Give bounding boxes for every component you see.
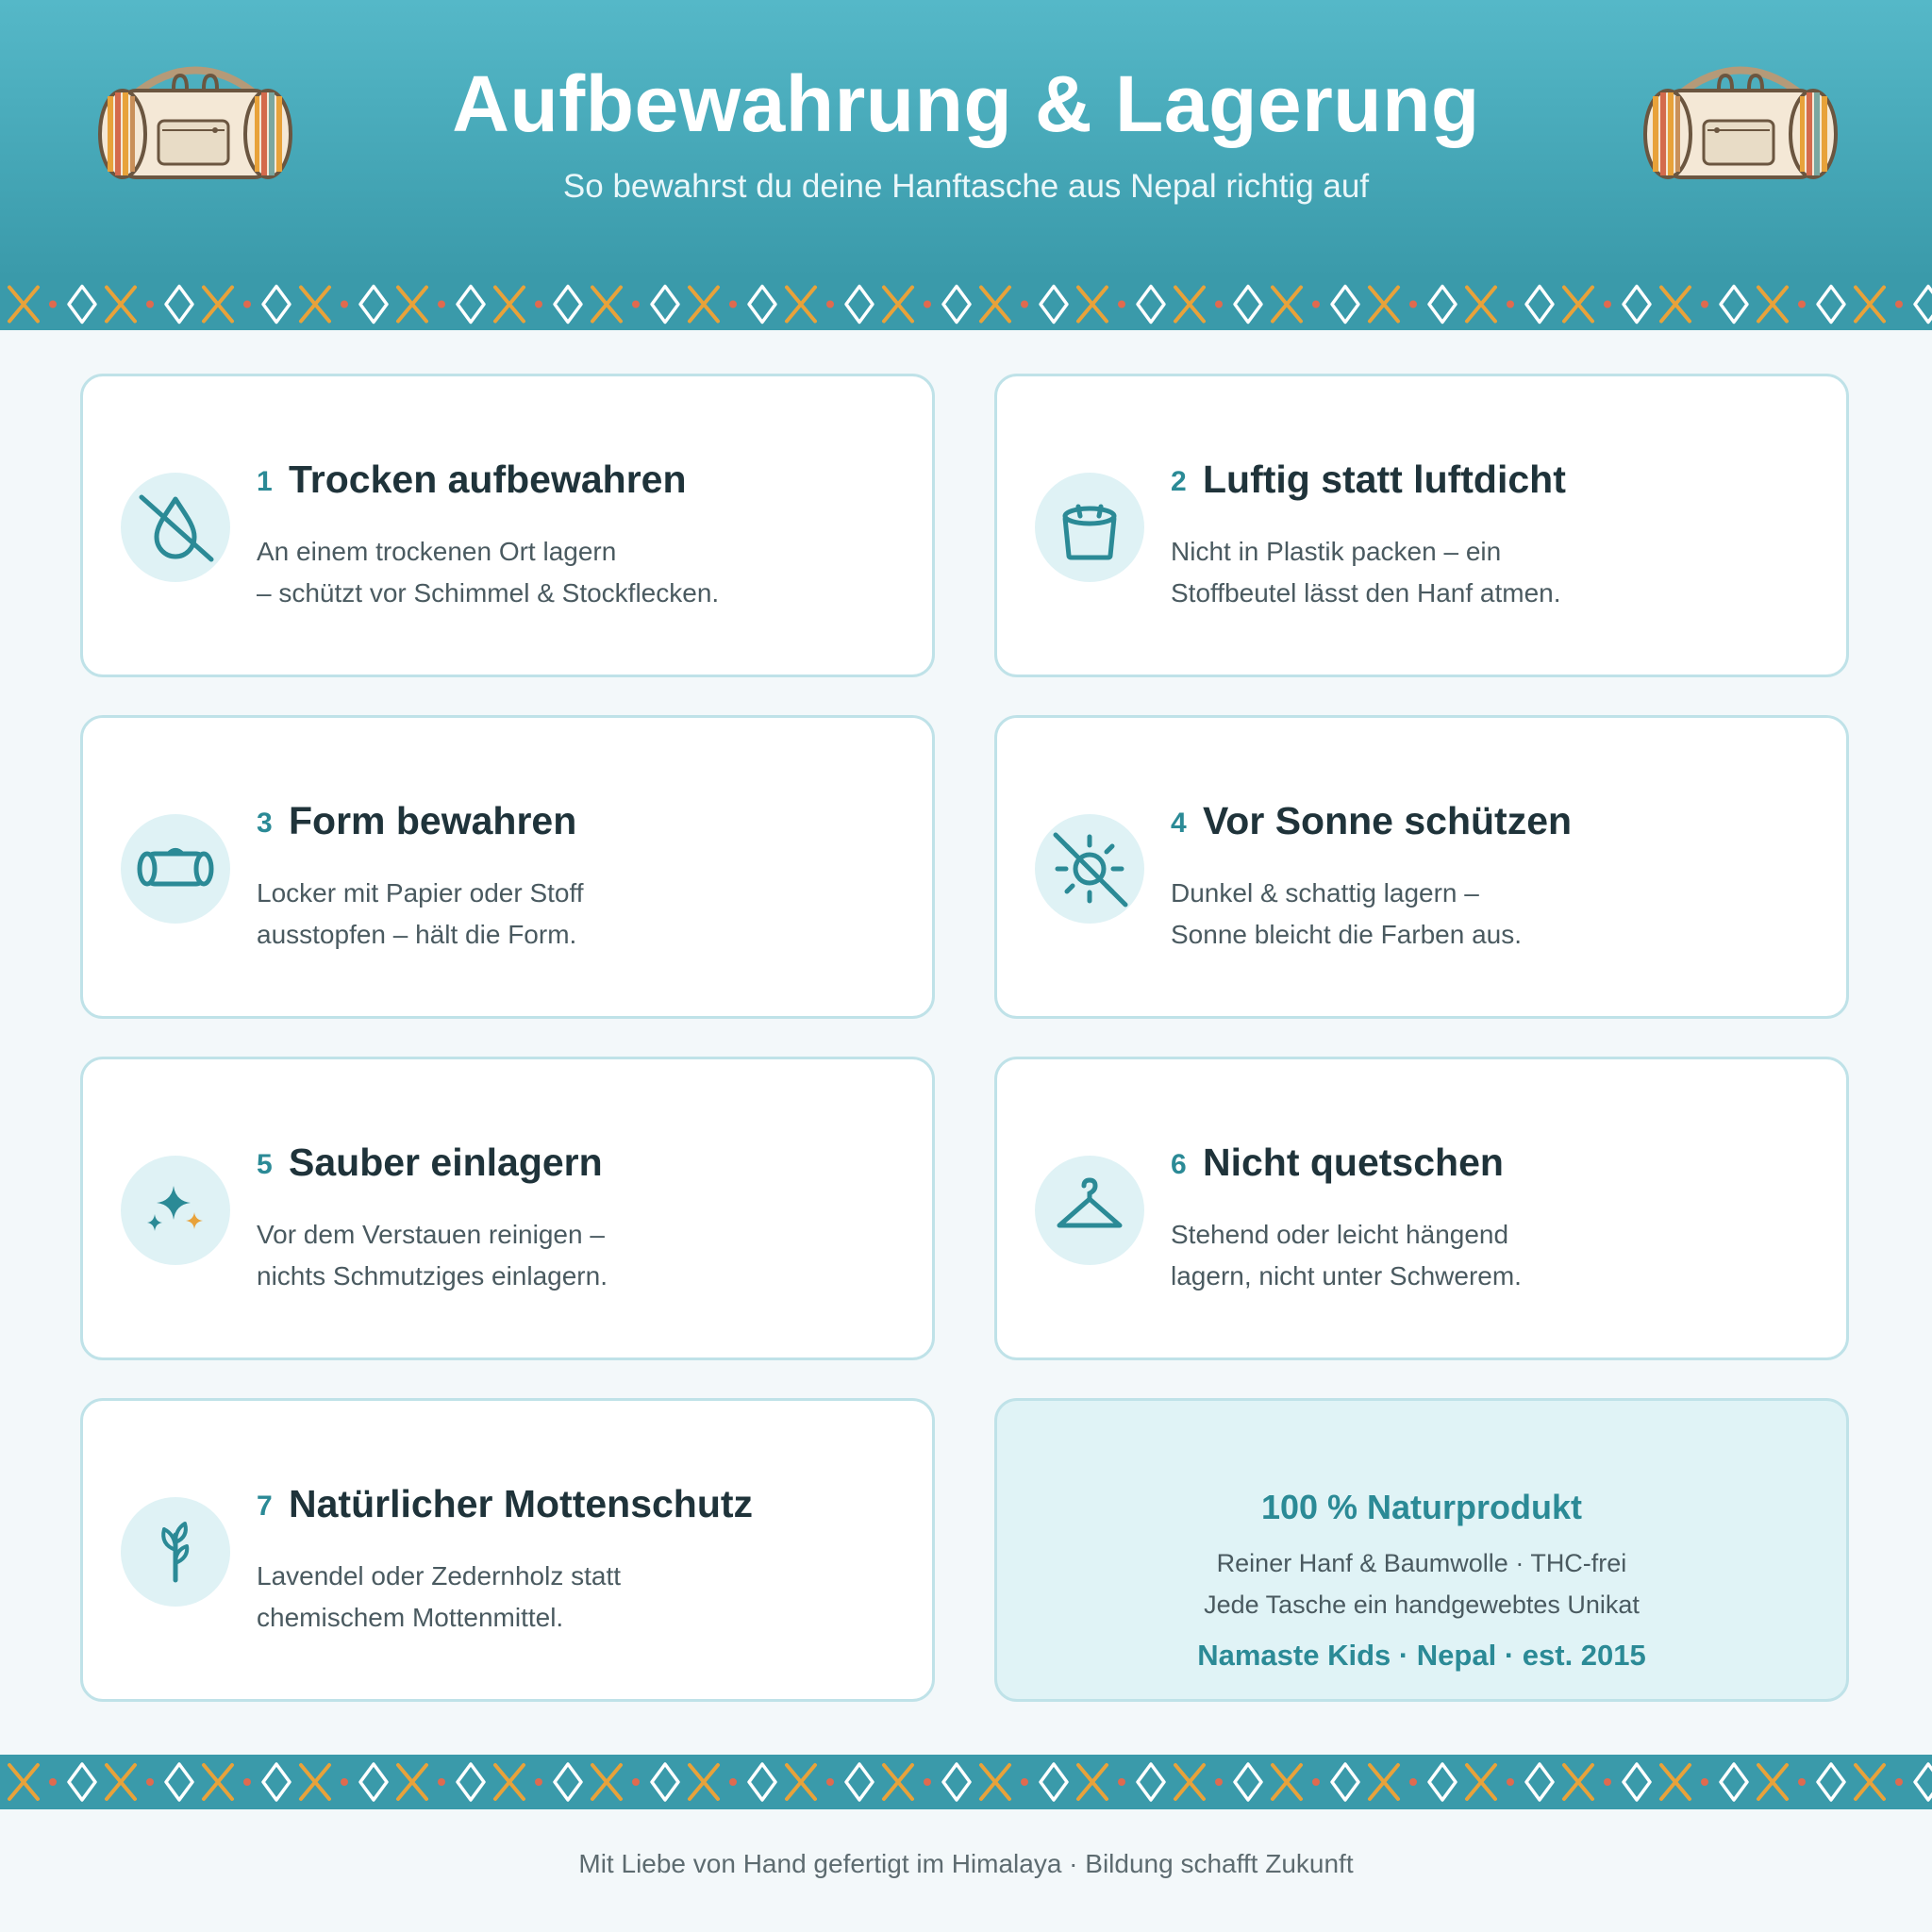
tip-description-line: – schützt vor Schimmel & Stockflecken. (257, 578, 720, 608)
pattern-dot (1409, 301, 1417, 308)
pattern-dot (1798, 1778, 1806, 1786)
tip-description (257, 873, 898, 956)
pattern-diamond (1624, 1764, 1650, 1800)
pattern-dot (1507, 1778, 1514, 1786)
tip-card-moth-protection (80, 1398, 935, 1702)
pattern-cross-mark (9, 1765, 38, 1799)
pattern-cross-mark (204, 288, 232, 322)
tip-description-line: Stehend oder leicht hängend (1171, 1220, 1509, 1249)
page-subtitle: So bewahrst du deine Hanftasche aus Nepal richtig auf (562, 168, 1370, 205)
pattern-cross-mark (1758, 288, 1787, 322)
icon-badge (121, 1497, 230, 1607)
pattern-dot (924, 1778, 931, 1786)
tip-number: 5 (257, 1149, 273, 1180)
brand-name: Namaste Kids · Nepal · est. 2015 (1197, 1639, 1646, 1672)
tip-description (257, 531, 898, 614)
pattern-diamond (1041, 287, 1067, 323)
tip-description-line: Sonne bleicht die Farben aus. (1171, 920, 1523, 949)
pattern-cross-mark (1758, 1765, 1787, 1799)
pattern-dot (243, 1778, 251, 1786)
pattern-cross-mark (1856, 1765, 1884, 1799)
tip-description (1171, 1214, 1812, 1297)
pattern-cross-mark (1370, 288, 1398, 322)
pattern-diamond (846, 287, 873, 323)
icon-badge (1035, 814, 1144, 924)
icon-badge (121, 814, 230, 924)
pattern-diamond (1721, 287, 1747, 323)
pattern-cross-mark (107, 288, 135, 322)
pattern-cross-mark (592, 288, 621, 322)
tip-description (1171, 531, 1812, 614)
tip-description-line: Dunkel & schattig lagern – (1171, 878, 1479, 908)
tip-number: 7 (257, 1491, 273, 1522)
pattern-cross-mark (981, 288, 1009, 322)
pattern-diamond (1429, 1764, 1456, 1800)
tip-number: 1 (257, 466, 273, 497)
pattern-diamond (1332, 1764, 1358, 1800)
pattern-diamond (555, 287, 581, 323)
pattern-diamond (1915, 1764, 1932, 1800)
pattern-cross-mark (1467, 288, 1495, 322)
pattern-dot (49, 1778, 57, 1786)
icon-badge (121, 473, 230, 582)
pattern-dot (1312, 301, 1320, 308)
pattern-dot (438, 301, 445, 308)
duffel-bag-icon (121, 814, 230, 924)
decorative-pattern-band-bottom (0, 1755, 1932, 1809)
pattern-cross-mark (787, 288, 815, 322)
pattern-diamond (263, 287, 290, 323)
pattern-cross-mark (1661, 1765, 1690, 1799)
pattern-cross-mark (1273, 288, 1301, 322)
pattern-diamond (1138, 287, 1164, 323)
tip-title: Trocken aufbewahren (289, 458, 687, 501)
pattern-dot (341, 1778, 348, 1786)
pattern-dot (1118, 1778, 1125, 1786)
water-drop-crossed-icon (121, 473, 230, 582)
tip-card-keep-shape (80, 715, 935, 1019)
pattern-diamond (263, 1764, 290, 1800)
header (0, 0, 1932, 278)
pattern-diamond (360, 287, 387, 323)
tip-card-sun-protection (994, 715, 1849, 1019)
pattern-dot (1604, 1778, 1611, 1786)
pattern-cross-mark (1564, 288, 1592, 322)
pattern-diamond (69, 1764, 95, 1800)
pattern-diamond (360, 1764, 387, 1800)
pattern-cross-mark (690, 1765, 718, 1799)
pattern-diamond (1721, 1764, 1747, 1800)
pattern-cross-mark (398, 288, 426, 322)
pattern-cross-mark (301, 1765, 329, 1799)
pattern-cross-mark (1078, 1765, 1107, 1799)
pattern-cross-mark (1078, 288, 1107, 322)
pattern-diamond (69, 287, 95, 323)
pattern-diamond (1818, 287, 1844, 323)
pattern-cross-mark (592, 1765, 621, 1799)
pattern-cross-mark (1661, 288, 1690, 322)
info-title: 100 % Naturprodukt (1260, 1488, 1583, 1526)
icon-badge (1035, 473, 1144, 582)
pattern-diamond (1235, 1764, 1261, 1800)
tip-title: Natürlicher Mottenschutz (289, 1482, 754, 1525)
tip-card-dry-storage (80, 374, 935, 677)
tip-number: 3 (257, 808, 273, 839)
pattern-cross-mark (107, 1765, 135, 1799)
pattern-diamond (943, 287, 970, 323)
icon-badge (1035, 1156, 1144, 1265)
pattern-dot (729, 301, 737, 308)
pattern-cross-mark (398, 1765, 426, 1799)
pattern-diamond (1624, 287, 1650, 323)
pattern-dot (1215, 1778, 1223, 1786)
pattern-dot (1021, 301, 1028, 308)
tip-number: 4 (1171, 808, 1187, 839)
tip-description-line: Locker mit Papier oder Stoff (257, 878, 584, 908)
pattern-cross-mark (204, 1765, 232, 1799)
icon-badge (121, 1156, 230, 1265)
pattern-cross-mark (1370, 1765, 1398, 1799)
info-line: Jede Tasche ein handgewebtes Unikat (1204, 1591, 1640, 1619)
tip-description-line: An einem trockenen Ort lagern (257, 537, 617, 566)
pattern-dot (1312, 1778, 1320, 1786)
pattern-dot (826, 1778, 834, 1786)
pattern-cross-mark (495, 288, 524, 322)
pattern-diamond (166, 287, 192, 323)
pattern-dot (49, 301, 57, 308)
pattern-dot (826, 301, 834, 308)
pattern-diamond (652, 1764, 678, 1800)
tip-description-line: Lavendel oder Zedernholz statt (257, 1561, 622, 1591)
tip-description (257, 1214, 898, 1297)
pattern-cross-mark (1175, 1765, 1204, 1799)
tip-description-line: chemischem Mottenmittel. (257, 1603, 564, 1632)
pattern-diamond (943, 1764, 970, 1800)
pattern-diamond (458, 287, 484, 323)
footer-text: Mit Liebe von Hand gefertigt im Himalaya · Bildung schafft Zukunft (578, 1849, 1354, 1878)
pattern-cross-mark (301, 288, 329, 322)
pattern-cross-mark (884, 1765, 912, 1799)
sun-crossed-icon (1035, 814, 1144, 924)
pattern-dot (146, 301, 154, 308)
tip-number: 2 (1171, 466, 1187, 497)
tip-title: Vor Sonne schützen (1203, 799, 1573, 842)
duffel-bag-illustration-right (1640, 49, 1841, 191)
pattern-diamond (749, 287, 775, 323)
tip-description (257, 1556, 898, 1639)
tip-title: Luftig statt luftdicht (1203, 458, 1566, 501)
pattern-dot (1604, 301, 1611, 308)
pattern-dot (1507, 301, 1514, 308)
info-line: Reiner Hanf & Baumwolle · THC-frei (1216, 1549, 1627, 1577)
tip-description (1171, 873, 1812, 956)
pattern-cross-mark (690, 288, 718, 322)
tip-title: Sauber einlagern (289, 1141, 603, 1184)
info-card-natural-product (994, 1398, 1849, 1702)
tip-description-line: Vor dem Verstauen reinigen – (257, 1220, 605, 1249)
pattern-dot (1215, 301, 1223, 308)
pattern-dot (1701, 301, 1708, 308)
tip-title: Nicht quetschen (1203, 1141, 1504, 1184)
pattern-dot (729, 1778, 737, 1786)
pattern-cross-mark (9, 288, 38, 322)
pattern-diamond (1818, 1764, 1844, 1800)
pattern-dot (1895, 301, 1903, 308)
tip-card-breathable (994, 374, 1849, 677)
sparkle-icon (121, 1156, 230, 1265)
pattern-diamond (749, 1764, 775, 1800)
pattern-cross-mark (884, 288, 912, 322)
tip-number: 6 (1171, 1149, 1187, 1180)
pattern-cross-mark (495, 1765, 524, 1799)
pattern-diamond (166, 1764, 192, 1800)
pattern-cross-mark (1175, 288, 1204, 322)
tip-card-no-squeezing (994, 1057, 1849, 1360)
page-title: Aufbewahrung & Lagerung (452, 59, 1480, 148)
pattern-diamond (652, 287, 678, 323)
pattern-diamond (1332, 287, 1358, 323)
tip-description-line: ausstopfen – hält die Form. (257, 920, 577, 949)
pattern-diamond (1041, 1764, 1067, 1800)
pattern-dot (341, 301, 348, 308)
pattern-diamond (555, 1764, 581, 1800)
tip-title: Form bewahren (289, 799, 577, 842)
pattern-dot (1895, 1778, 1903, 1786)
pattern-cross-mark (787, 1765, 815, 1799)
tip-card-clean-storage (80, 1057, 935, 1360)
cloth-bag-icon (1035, 473, 1144, 582)
pattern-dot (535, 301, 542, 308)
pattern-dot (632, 1778, 640, 1786)
pattern-dot (535, 1778, 542, 1786)
tip-description-line: Stoffbeutel lässt den Hanf atmen. (1171, 578, 1561, 608)
pattern-diamond (1526, 1764, 1553, 1800)
pattern-dot (632, 301, 640, 308)
pattern-diamond (1429, 287, 1456, 323)
pattern-diamond (1915, 287, 1932, 323)
pattern-dot (924, 301, 931, 308)
pattern-dot (243, 301, 251, 308)
pattern-dot (1798, 301, 1806, 308)
pattern-cross-mark (1564, 1765, 1592, 1799)
tip-description-line: nichts Schmutziges einlagern. (257, 1261, 608, 1291)
pattern-diamond (458, 1764, 484, 1800)
pattern-dot (1701, 1778, 1708, 1786)
decorative-pattern-band-top (0, 278, 1932, 330)
pattern-diamond (1235, 287, 1261, 323)
pattern-cross-mark (981, 1765, 1009, 1799)
pattern-dot (146, 1778, 154, 1786)
pattern-diamond (1138, 1764, 1164, 1800)
pattern-dot (1021, 1778, 1028, 1786)
pattern-diamond (1526, 287, 1553, 323)
pattern-cross-mark (1467, 1765, 1495, 1799)
pattern-dot (438, 1778, 445, 1786)
pattern-diamond (846, 1764, 873, 1800)
pattern-dot (1409, 1778, 1417, 1786)
tip-description-line: Nicht in Plastik packen – ein (1171, 537, 1502, 566)
hanger-icon (1035, 1156, 1144, 1265)
tip-description-line: lagern, nicht unter Schwerem. (1171, 1261, 1522, 1291)
pattern-cross-mark (1273, 1765, 1301, 1799)
pattern-cross-mark (1856, 288, 1884, 322)
pattern-dot (1118, 301, 1125, 308)
lavender-sprig-icon (121, 1497, 230, 1607)
